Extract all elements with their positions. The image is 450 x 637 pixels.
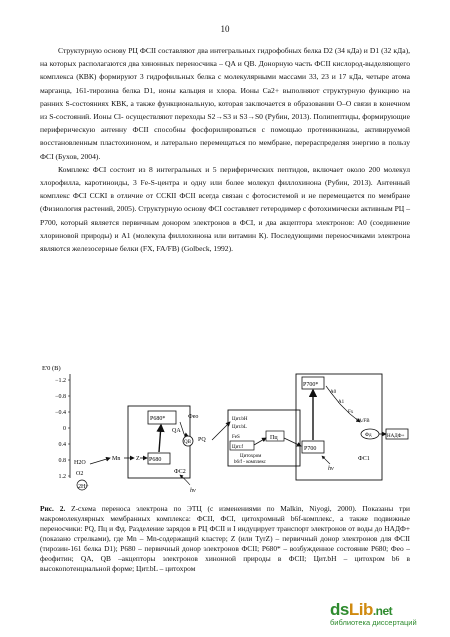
qa-label: QA [172, 428, 181, 434]
watermark-logo: dsLib.net [330, 600, 393, 619]
a0-label: A0 [330, 390, 337, 395]
qb-label: QB [184, 440, 191, 445]
p680-star-label: P680* [150, 416, 166, 422]
fs2-label: ФС2 [174, 469, 186, 475]
nadf-label: НАДФ+ [387, 434, 405, 439]
ps2-excitation-arrow [159, 425, 161, 452]
fes-label: FeS [232, 435, 240, 440]
tick-3: −0.4 [55, 410, 66, 416]
complex-line2: b6/f - комплекс [234, 460, 266, 465]
z-scheme-figure [40, 360, 410, 495]
hv1-label: hν [190, 488, 196, 494]
caption-title: Рис. 2. [40, 504, 66, 513]
h2o-label: H2O [74, 460, 86, 466]
tick-1: −1.2 [55, 378, 66, 384]
caption-text: Z-схема переноса электрона по ЭТЦ (с изменениями по Malkin, Niyogi, 2000). Показаны три макромолекулярных мембранных комплекса: ФСII, ФСI, цитохромный b6f-комплекс, а также подвижные переносчики: PQ, Пц и Фд. Разделение зарядов в РЦ ФСII и I индуцирует транспорт электронов от воды до НАДФ+ (показано стрелками), где Mn – Mn-содержащий кластер; Z (или TyrZ) – первичный донор электронов для ФСII (тирозин-161 белка D1); P680 – первичный донор электронов ФСII; P680* – возбужденное состояние P680; Фео – феофитин; QA, QB –акцепторы электронов хинонной природы в ФСII; Цит.bН – цитохром b6 в высокопотенциальной форме; Цит.bL – цитохром [40, 504, 411, 573]
p700-label: P700 [304, 446, 317, 452]
hv2-label: hν [328, 466, 334, 472]
z-label: Z [136, 456, 140, 462]
watermark-subtitle: библиотека диссертаций [330, 618, 417, 627]
axis-label: E'0 (B) [42, 365, 61, 372]
paragraph-1: Структурную основу РЦ ФСII составляют два интегральных гидрофобных белка D2 (34 кДа) и D1 (32 кДа), на которых располагаются два хинонных переносчика – QA и QB. Донорную часть ФСII кислород-выделяющего комплекса (КВК) формируют 3 гидрофильных белка с молекулярными массами 33, 23 и 17 кДа, четыре атома марганца, 161-тирозина белка D1, ионы кальция и хлора. Ионы Ca2+ выполняют структурную функцию на ранних S-состояниях КВК, а также функциональную, которая заключается в образовании O–O связи в конечном из S-состояний. Ионы Cl- осуществляют переходы S2→S3 и S3→S0 (Рубин, 2013). Полипептиды, формирующие периферическую антенну ФСII способны фосфорилироваться с помощью протеинкиназы, активируемой восстановленным пластохиноном, и латерально перемещаться по мембране, перераспределяя энергию в пользу ФСI (Бухов, 2004). [40, 46, 410, 161]
cyt-bh-label: Цит.bН [232, 417, 248, 422]
fd-label: Фд [365, 433, 372, 438]
z-scheme-diagram [40, 360, 410, 495]
figure-caption [40, 504, 410, 574]
tick-5: 0.4 [58, 442, 66, 448]
feo-label: Фео [188, 414, 199, 420]
watermark [330, 600, 450, 637]
fafb-label: FA/FB [356, 419, 370, 424]
p700-star-label: P700* [303, 382, 319, 388]
a1-label: A1 [338, 400, 345, 405]
cyt-f-label: Цит.f [232, 445, 244, 450]
pc-label: Пц [270, 435, 278, 441]
cyt-bl-label: Цит.bL [232, 425, 247, 430]
mn-label: Mn [112, 456, 121, 462]
tick-6: 0.8 [58, 458, 66, 464]
o2-label: O2 [76, 471, 84, 477]
tick-7: 1.2 [58, 474, 66, 480]
ps1-box [296, 374, 382, 480]
paragraph-2: Комплекс ФСI состоит из 8 интегральных и 5 периферических пептидов, включает около 200 молекул хлорофилла, каротиноиды, 3 Fe-S-центра и одну или более молекул филлохинона (Рубин, 2013). Антенный комплекс ФСI ССКI в отличие от ССКII ФСII всегда связан с фотосистемой и не перемещается по мембране (Физиология растений, 2005). Структурную основу ФСI составляет гетеродимер с фотохимически активным РЦ – Р700, который является первичным донором электронов в ФСI, и два акцептора электронов: А0 (соединение хлориновой природы) и А1 (молекула филлохинона или витамин К). Последующими переносчиками электрона являются железосерные белки (FX, FA/FB) (Golbeck, 1992). [40, 164, 410, 254]
body-text [40, 44, 410, 255]
two-h-label: 2H+ [78, 484, 89, 490]
tick-2: −0.8 [55, 394, 66, 400]
page-number: 10 [220, 24, 230, 34]
fs1-label: ФС1 [358, 456, 370, 462]
fx-label: Fx [348, 410, 354, 415]
p680-label: P680 [149, 457, 162, 463]
tick-4: 0 [63, 426, 66, 432]
pq-label: PQ [198, 437, 206, 443]
complex-line1: Цитохром [240, 454, 262, 459]
